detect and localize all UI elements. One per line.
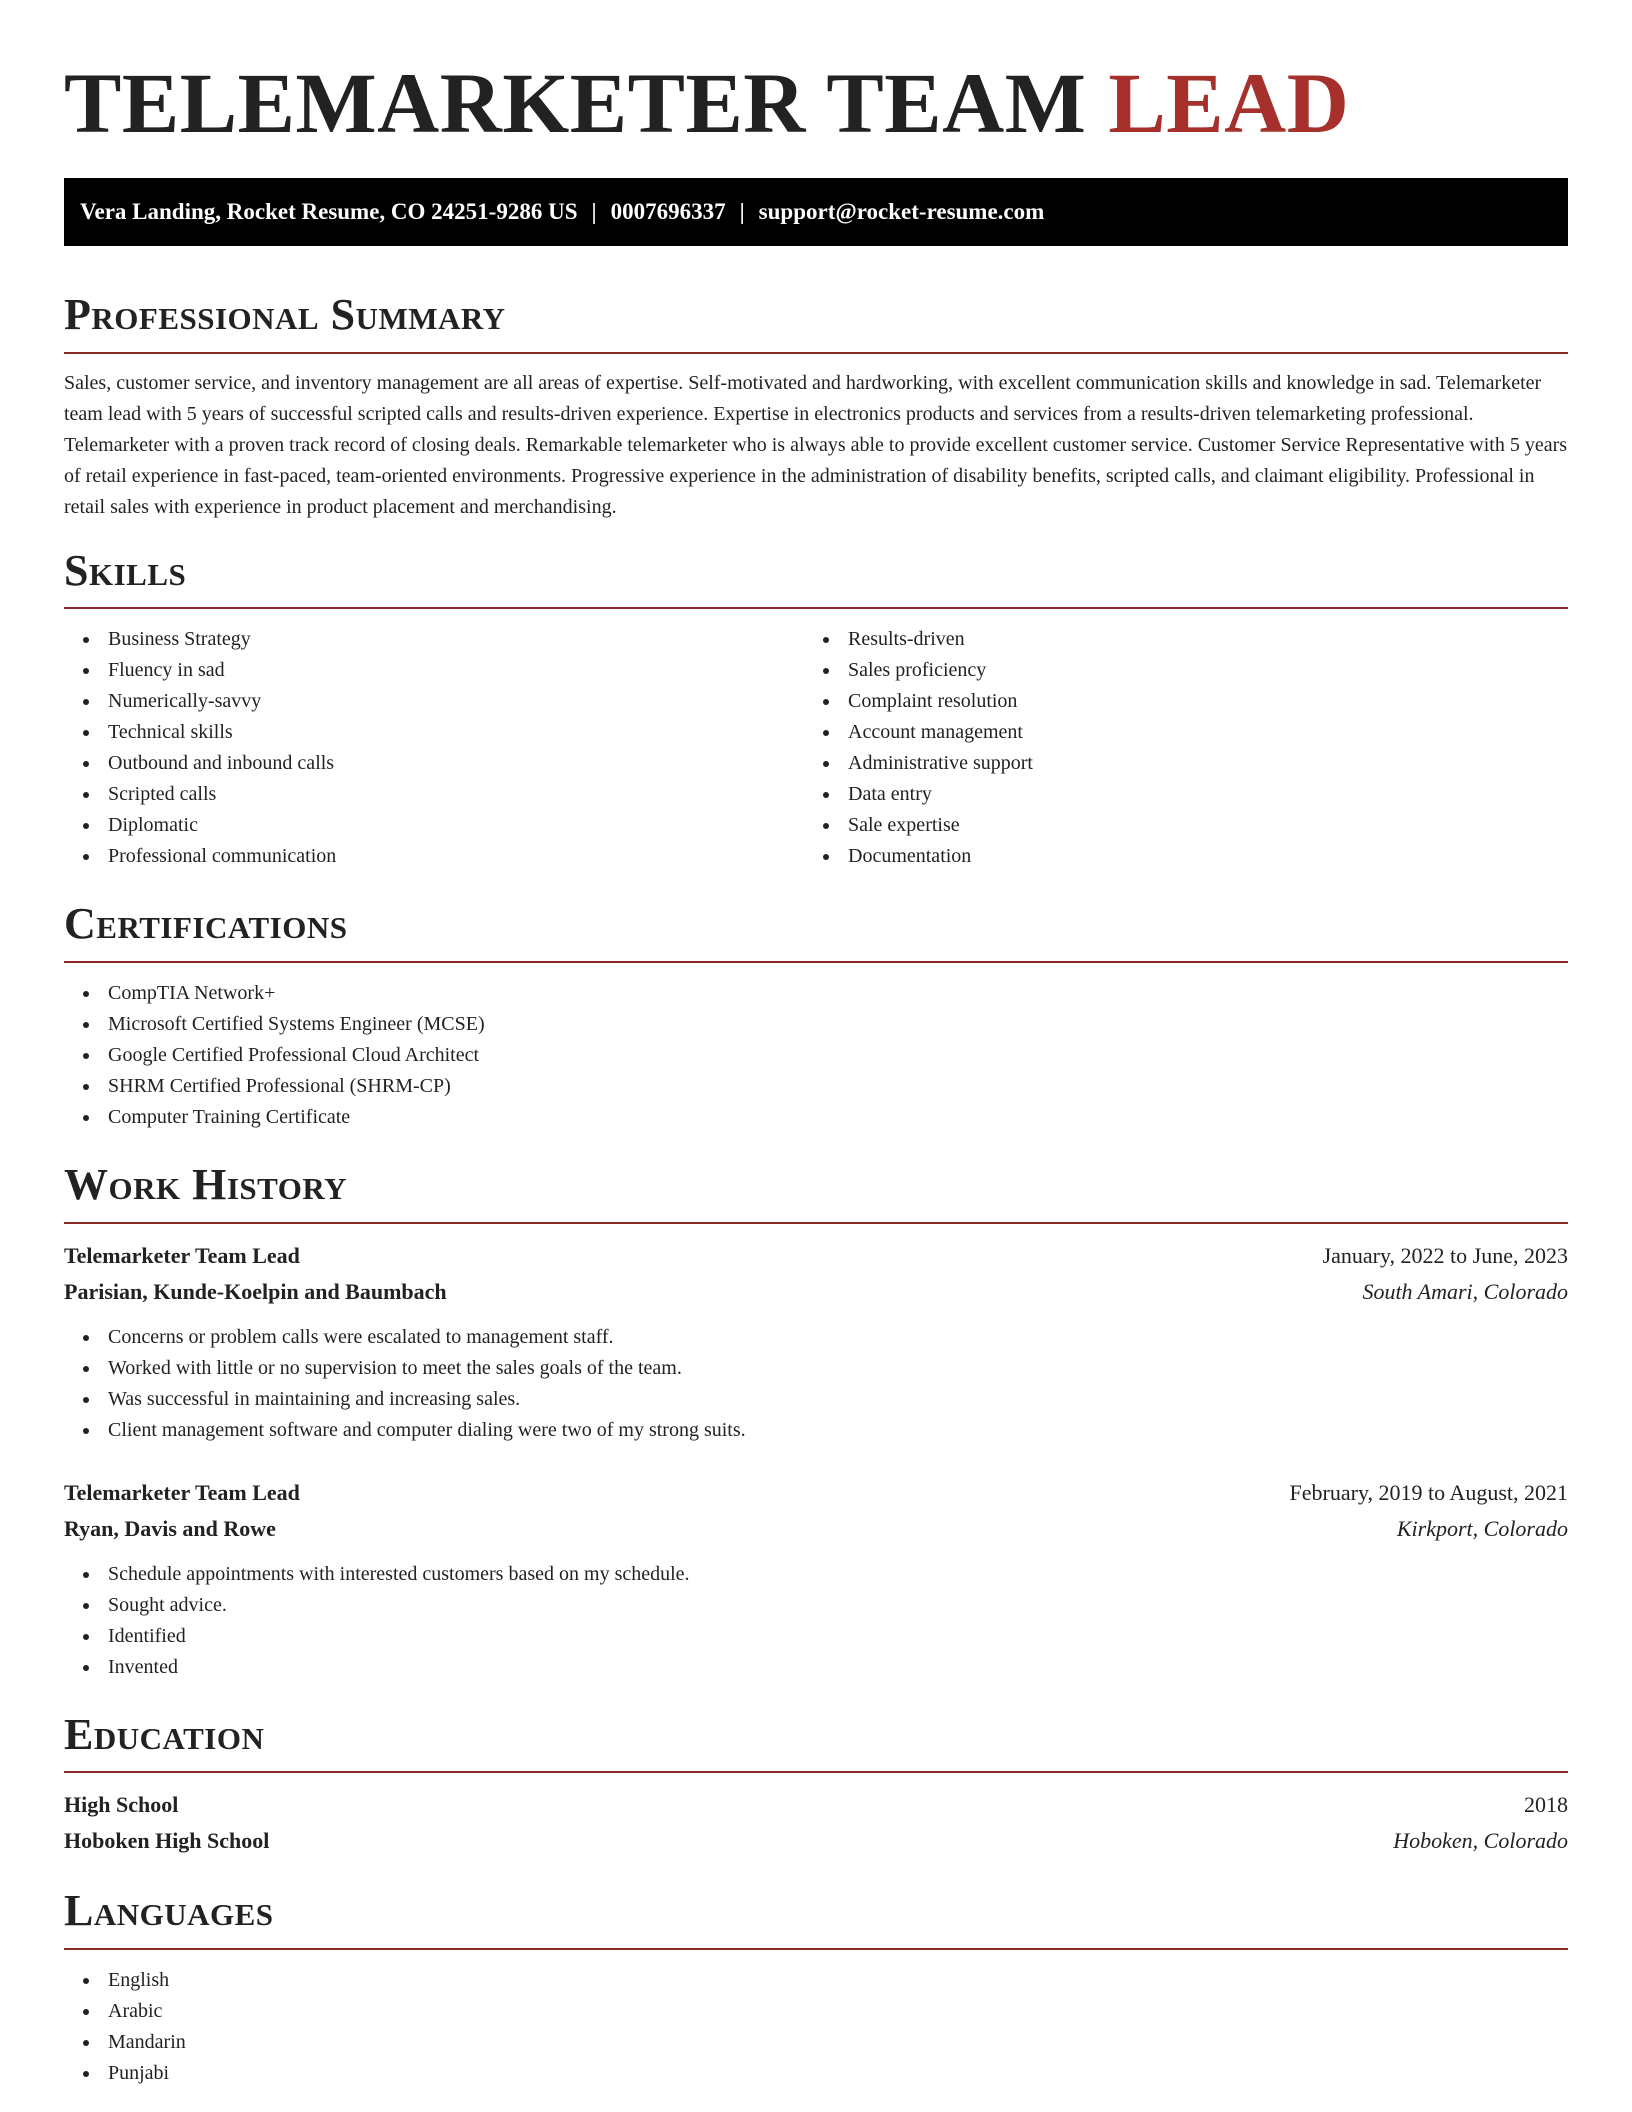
skills-list-right — [804, 624, 1544, 872]
contact-bar — [64, 178, 1568, 246]
job-bullet: Was successful in maintaining and increasing sales. — [64, 1384, 1568, 1415]
job-company: Ryan, Davis and Rowe — [64, 1515, 276, 1541]
title-main: TELEMARKETER TEAM — [64, 55, 1087, 151]
skills-section — [64, 546, 1568, 873]
section-divider — [64, 352, 1568, 354]
languages-heading: Languages — [64, 1886, 274, 1936]
skill-item: Outbound and inbound calls — [64, 748, 804, 779]
education-degree: High School — [64, 1792, 179, 1818]
certification-item: Computer Training Certificate — [64, 1102, 1568, 1133]
skills-list-left — [64, 624, 804, 872]
job-header-row — [64, 1238, 1568, 1274]
resume-page — [64, 0, 1568, 2089]
skill-item: Numerically-savvy — [64, 686, 804, 717]
language-item: Arabic — [64, 1996, 1568, 2027]
skill-item: Documentation — [804, 841, 1544, 872]
certification-item: SHRM Certified Professional (SHRM-CP) — [64, 1071, 1568, 1102]
contact-email[interactable]: support@rocket-resume.com — [758, 199, 1045, 225]
education-school-row — [64, 1823, 1568, 1859]
languages-section — [64, 1886, 1568, 2089]
certification-item: Microsoft Certified Systems Engineer (MCSE) — [64, 1009, 1568, 1040]
skill-item: Sale expertise — [804, 810, 1544, 841]
certification-item: Google Certified Professional Cloud Architect — [64, 1040, 1568, 1071]
section-divider — [64, 961, 1568, 963]
languages-list — [64, 1965, 1568, 2089]
job-bullet: Sought advice. — [64, 1590, 1568, 1621]
job-header-row — [64, 1475, 1568, 1511]
summary-section — [64, 290, 1568, 523]
job-bullet: Schedule appointments with interested customers based on my schedule. — [64, 1559, 1568, 1590]
contact-phone: 0007696337 — [610, 199, 726, 225]
skill-item: Data entry — [804, 779, 1544, 810]
contact-separator: | — [591, 199, 597, 225]
job-bullet: Identified — [64, 1621, 1568, 1652]
section-divider — [64, 1222, 1568, 1224]
job-bullet: Client management software and computer dialing were two of my strong suits. — [64, 1415, 1568, 1446]
section-divider — [64, 607, 1568, 609]
job-entry — [64, 1238, 1568, 1446]
job-title: Telemarketer Team Lead — [64, 1479, 300, 1505]
education-section — [64, 1710, 1568, 1860]
section-divider — [64, 1771, 1568, 1773]
contact-address: Vera Landing, Rocket Resume, CO 24251-9286 US — [80, 199, 578, 225]
title-accent: LEAD — [1108, 55, 1350, 151]
skill-item: Scripted calls — [64, 779, 804, 810]
education-entry — [64, 1787, 1568, 1859]
job-title: Telemarketer Team Lead — [64, 1242, 300, 1268]
work-history-section — [64, 1160, 1568, 1683]
education-year: 2018 — [1524, 1792, 1568, 1818]
summary-heading: Professional Summary — [64, 290, 506, 340]
certifications-heading: Certifications — [64, 899, 348, 949]
job-company-row — [64, 1511, 1568, 1547]
certifications-section — [64, 899, 1568, 1133]
job-dates: February, 2019 to August, 2021 — [1289, 1479, 1568, 1505]
language-item: Punjabi — [64, 2058, 1568, 2089]
skill-item: Technical skills — [64, 717, 804, 748]
job-bullet: Worked with little or no supervision to meet the sales goals of the team. — [64, 1353, 1568, 1384]
education-location: Hoboken, Colorado — [1393, 1828, 1568, 1854]
job-entry — [64, 1475, 1568, 1683]
job-bullet: Concerns or problem calls were escalated to management staff. — [64, 1322, 1568, 1353]
job-bullet: Invented — [64, 1652, 1568, 1683]
skill-item: Diplomatic — [64, 810, 804, 841]
job-company: Parisian, Kunde-Koelpin and Baumbach — [64, 1278, 447, 1304]
job-bullets — [64, 1322, 1568, 1446]
skill-item: Account management — [804, 717, 1544, 748]
skill-item: Fluency in sad — [64, 655, 804, 686]
skill-item: Professional communication — [64, 841, 804, 872]
skills-heading: Skills — [64, 545, 187, 595]
language-item: Mandarin — [64, 2027, 1568, 2058]
certification-item: CompTIA Network+ — [64, 978, 1568, 1009]
skills-grid — [64, 624, 1568, 872]
job-dates: January, 2022 to June, 2023 — [1322, 1242, 1568, 1268]
language-item: English — [64, 1965, 1568, 1996]
job-bullets — [64, 1559, 1568, 1683]
section-divider — [64, 1948, 1568, 1950]
job-company-row — [64, 1274, 1568, 1310]
contact-separator: | — [739, 199, 745, 225]
education-heading: Education — [64, 1709, 265, 1759]
job-location: Kirkport, Colorado — [1396, 1515, 1568, 1541]
skill-item: Complaint resolution — [804, 686, 1544, 717]
skill-item: Administrative support — [804, 748, 1544, 779]
skill-item: Sales proficiency — [804, 655, 1544, 686]
skill-item: Results-driven — [804, 624, 1544, 655]
education-school: Hoboken High School — [64, 1828, 270, 1854]
work-history-heading: Work History — [64, 1159, 348, 1209]
skill-item: Business Strategy — [64, 624, 804, 655]
education-header-row — [64, 1787, 1568, 1823]
summary-text: Sales, customer service, and inventory management are all areas of expertise. Self-motivated and hardworking, with excellent communication skills and knowledge in sad. Telemarketer team lead with 5 years of successful scripted calls and results-driven experience. Expertise in electronics products and services from a results-driven telemarketing professional. Telemarketer with a proven track record of closing deals. Remarkable telemarketer who is always able to provide excellent customer service. Customer Service Representative with 5 years of retail experience in fast-paced, team-oriented environments. Progressive experience in the administration of disability benefits, scripted calls, and claimant eligibility. Professional in retail sales with experience in product placement and merchandising. — [64, 371, 1568, 518]
certifications-list — [64, 978, 1568, 1133]
job-location: South Amari, Colorado — [1362, 1278, 1568, 1304]
resume-title — [64, 52, 1568, 155]
